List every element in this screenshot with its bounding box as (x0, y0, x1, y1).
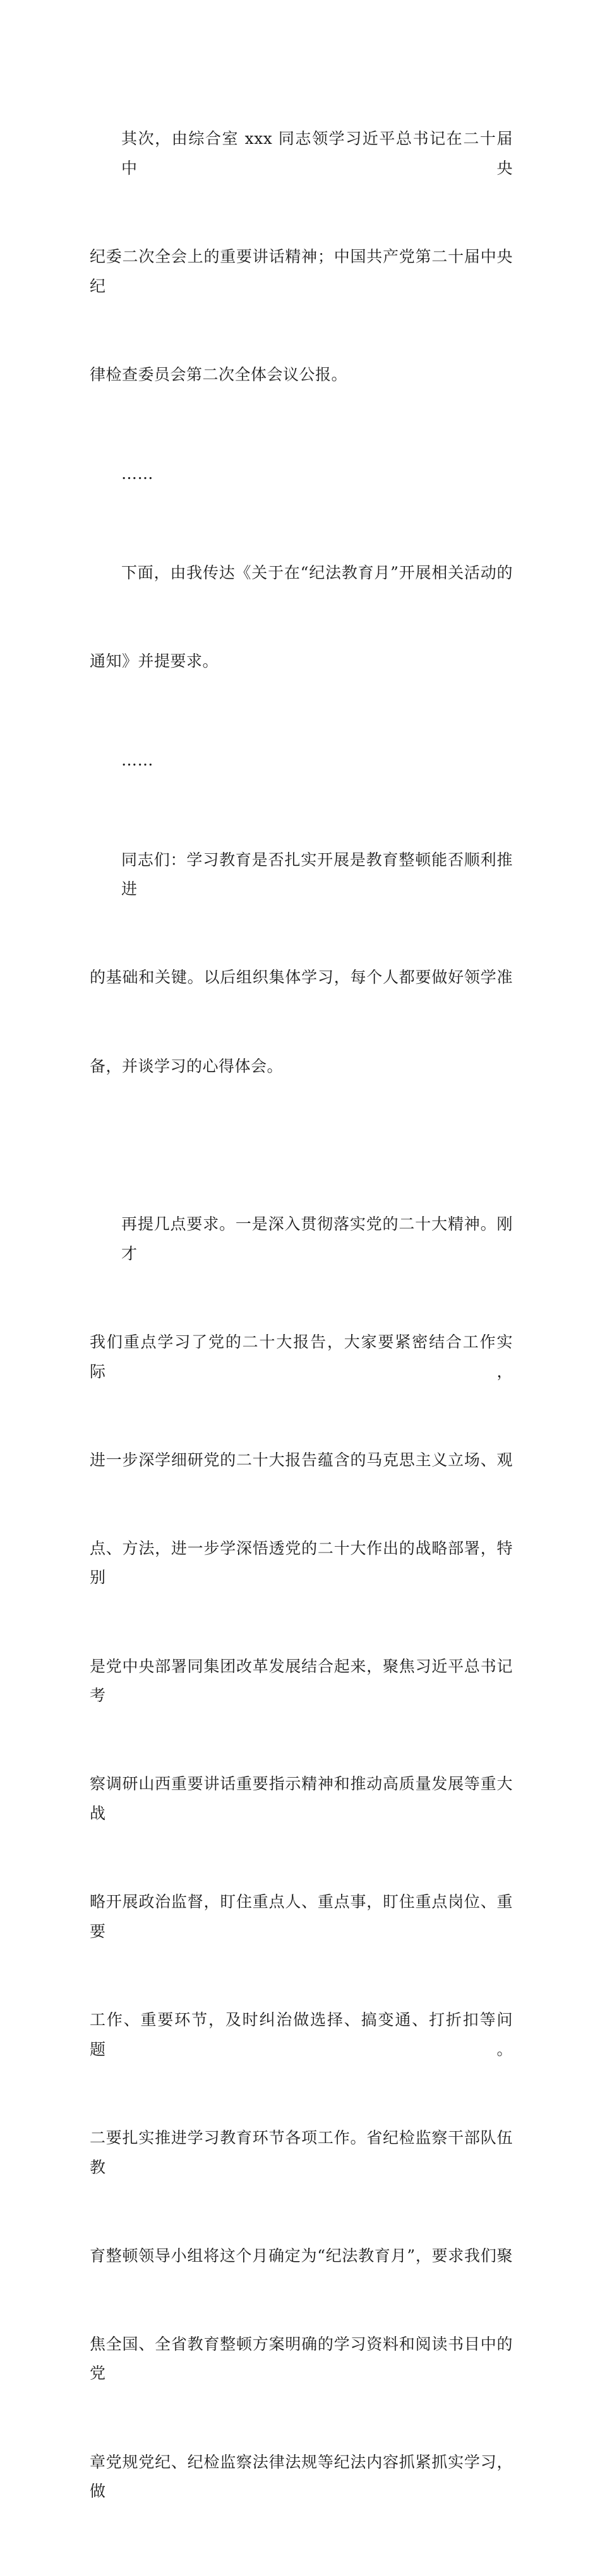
text-line: 章党规党纪、纪检监察法律法规等纪法内容抓紧抓实学习，做 (90, 2452, 513, 2501)
paragraph-study-lead (90, 66, 513, 449)
text-line: 焦全国、全省教育整顿方案明确的学习资料和阅读书目中的党 (90, 2334, 513, 2383)
document-body (90, 66, 513, 2576)
text-line: 的基础和关键。以后组织集体学习，每个人都要做好领学准 (90, 968, 513, 987)
text-line: 是党中央部署同集团改革发展结合起来，聚焦习近平总书记考 (90, 1657, 513, 1705)
text-line: 下面，由我传达《关于在“纪法教育月”开展相关活动的 (121, 564, 513, 582)
text-line: 再提几点要求。一是深入贯彻落实党的二十大精神。刚才 (121, 1215, 513, 1263)
paragraph-comrades (90, 786, 513, 1140)
text-line: 通知》并提要求。 (90, 652, 219, 671)
text-line: 育整顿领导小组将这个月确定为“纪法教育月”，要求我们聚 (90, 2246, 513, 2265)
text-line: 工作、重要环节，及时纠治做选择、搞变通、打折扣等问题。 (90, 2011, 513, 2059)
text-line: 略开展政治监督，盯住重点人、重点事，盯住重点岗位、重要 (90, 1893, 513, 1941)
ellipsis-marker: …… (121, 751, 153, 770)
text-line: 二要扎实推进学习教育环节各项工作。省纪检监察干部队伍教 (90, 2128, 513, 2177)
paragraph-notice (90, 500, 513, 736)
ellipsis-marker: …… (121, 464, 153, 483)
text-line: 我们重点学习了党的二十大报告，大家要紧密结合工作实际， (90, 1332, 513, 1381)
text-line: 其次，由综合室 xxx 同志领学习近平总书记在二十届中央 (121, 129, 513, 178)
text-line: 进一步深学细研党的二十大报告蕴含的马克思主义立场、观 (90, 1450, 513, 1469)
text-line: 同志们：学习教育是否扎实开展是教育整顿能否顺利推进 (121, 850, 513, 899)
text-line: 点、方法，进一步学深悟透党的二十大作出的战略部署，特别 (90, 1539, 513, 1587)
text-line: 察调研山西重要讲话重要指示精神和推动高质量发展等重大战 (90, 1775, 513, 1823)
paragraph-requirements (90, 1151, 513, 2566)
text-line: 律检查委员会第二次全体会议公报。 (90, 365, 348, 384)
text-line: 纪委二次全会上的重要讲话精神；中国共产党第二十届中央纪 (90, 247, 513, 295)
text-line: 备，并谈学习的心得体会。 (90, 1056, 284, 1075)
